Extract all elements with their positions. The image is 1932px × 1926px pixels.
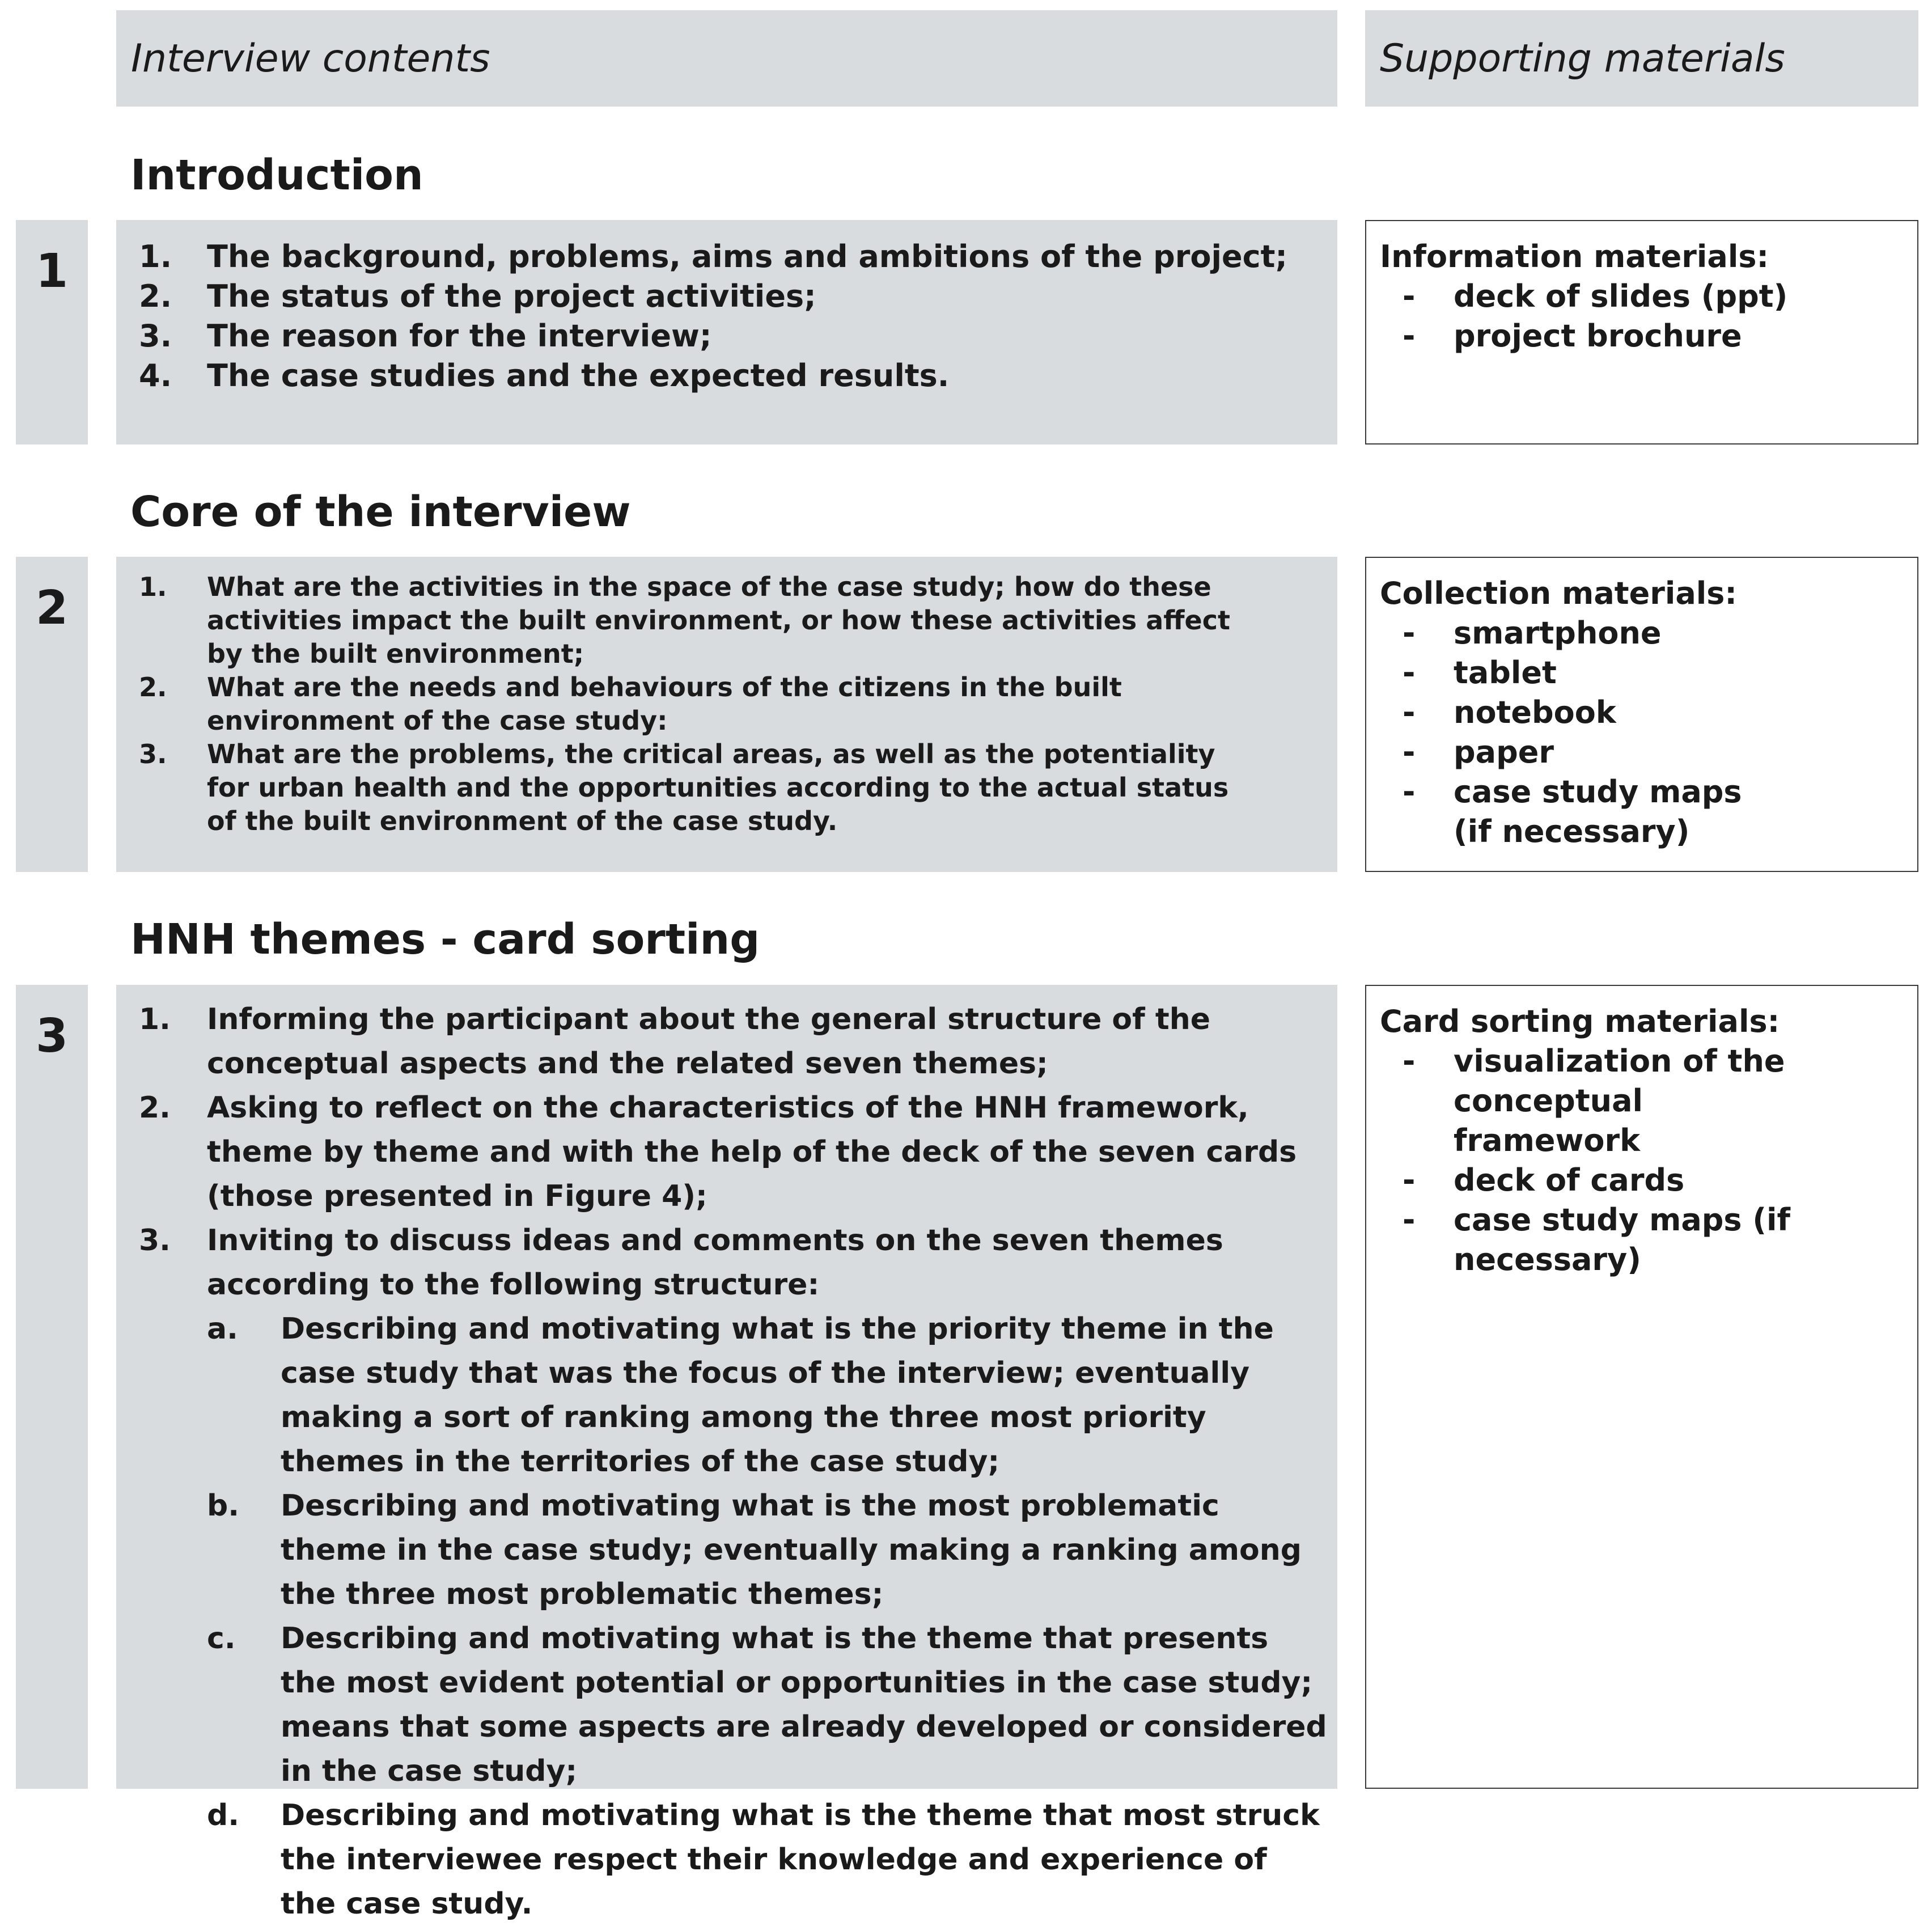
list-marker: - xyxy=(1403,1043,1416,1079)
interview-contents-header xyxy=(116,10,1337,107)
list-marker: 2. xyxy=(139,672,167,702)
list-item-text: tablet xyxy=(1454,655,1557,691)
sublist-marker: a. xyxy=(207,1312,238,1346)
list-item xyxy=(133,570,1244,671)
section-2-number-tab xyxy=(16,557,88,872)
section-1-materials-list xyxy=(1380,277,1917,356)
list-item-text: paper xyxy=(1454,734,1554,770)
supporting-materials-header-label: Supporting materials xyxy=(1380,36,1785,81)
section-1-title: Introduction xyxy=(130,151,423,200)
list-marker: - xyxy=(1403,655,1416,691)
list-marker: - xyxy=(1403,615,1416,651)
list-marker: 3. xyxy=(139,1224,171,1258)
section-2-materials-title: Collection materials: xyxy=(1380,575,1738,611)
list-item xyxy=(133,1086,1329,1218)
section-3-materials-title: Card sorting materials: xyxy=(1380,1004,1780,1039)
section-3-materials xyxy=(1365,985,1918,1789)
list-item xyxy=(1380,1200,1828,1280)
list-marker: - xyxy=(1403,695,1416,730)
list-item-text: case study maps (if necessary) xyxy=(1454,1202,1791,1277)
sublist-item-text: Describing and motivating what is the theme that presents the most evident potential or opportunities in the case study; means that some aspects are already developed or considered in the case study; xyxy=(281,1622,1327,1788)
section-1-number-tab xyxy=(16,220,88,445)
section-1-materials xyxy=(1365,220,1918,445)
sublist-marker: b. xyxy=(207,1489,239,1523)
section-2-title: Core of the interview xyxy=(130,488,631,536)
list-item xyxy=(133,277,1312,316)
section-3-content xyxy=(116,985,1337,1921)
interview-contents-header-label: Interview contents xyxy=(131,36,490,81)
section-2-list xyxy=(133,570,1244,838)
list-item xyxy=(133,316,1312,356)
list-item xyxy=(1380,1161,1828,1200)
sublist-item-text: Describing and motivating what is the priority theme in the case study that was the focus of the interview; eventually making a sort of ranking among the three most priority themes in the territories of the case study; xyxy=(281,1312,1274,1479)
list-marker: 1. xyxy=(139,239,172,274)
section-3-list xyxy=(133,997,1329,1926)
section-2-content xyxy=(116,557,1337,872)
section-1-list xyxy=(133,237,1312,396)
list-item-text: visualization of the conceptual framework xyxy=(1454,1043,1785,1158)
list-item-text: project brochure xyxy=(1454,318,1742,354)
list-item xyxy=(1380,613,1771,653)
list-item-text: case study maps (if necessary) xyxy=(1454,774,1742,849)
list-item xyxy=(1380,693,1771,733)
section-2-materials xyxy=(1365,557,1918,872)
section-1-materials-title: Information materials: xyxy=(1380,239,1769,274)
list-marker: 2. xyxy=(139,1091,171,1125)
section-2-materials-list xyxy=(1380,613,1771,852)
list-item-text: What are the activities in the space of the case study; how do these activities impact the built environment, or how these activities affect by the built environment; xyxy=(207,572,1230,669)
sublist-item-text: Describing and motivating what is the theme that most struck the interviewee respect their knowledge and experience of the case study. xyxy=(281,1798,1320,1921)
section-2-number: 2 xyxy=(35,581,69,635)
list-item xyxy=(133,671,1244,738)
list-marker: 1. xyxy=(139,1002,171,1036)
list-item xyxy=(133,997,1329,1086)
list-marker: - xyxy=(1403,1202,1416,1238)
section-3-number-tab xyxy=(16,985,88,1789)
sublist-marker: c. xyxy=(207,1622,236,1656)
sublist-item xyxy=(207,1793,1329,1926)
list-marker: 2. xyxy=(139,278,172,314)
sublist-item xyxy=(207,1616,1329,1793)
sublist-marker: d. xyxy=(207,1798,239,1832)
list-item-text: The background, problems, aims and ambitions of the project; xyxy=(207,239,1288,274)
list-item xyxy=(133,237,1312,277)
list-item-text: Asking to reflect on the characteristics of the HNH framework, theme by theme and with the help of the deck of the seven cards (those presented in Figure 4); xyxy=(207,1091,1297,1213)
list-item-text: notebook xyxy=(1454,695,1616,730)
list-item xyxy=(1380,277,1917,316)
sublist-item xyxy=(207,1307,1329,1484)
list-item xyxy=(1380,653,1771,693)
list-item-text: deck of cards xyxy=(1454,1162,1685,1198)
list-item-text: deck of slides (ppt) xyxy=(1454,278,1788,314)
list-item xyxy=(133,1218,1329,1926)
list-item xyxy=(133,356,1312,396)
list-item-text: The status of the project activities; xyxy=(207,278,816,314)
supporting-materials-header xyxy=(1365,10,1918,107)
section-3-sublist xyxy=(207,1307,1329,1926)
list-marker: - xyxy=(1403,734,1416,770)
section-3-title: HNH themes - card sorting xyxy=(130,915,760,964)
list-item xyxy=(1380,316,1917,356)
list-marker: 3. xyxy=(139,739,167,769)
list-item-text: Inviting to discuss ideas and comments on the seven themes according to the following structure: xyxy=(207,1224,1223,1302)
list-marker: 3. xyxy=(139,318,172,354)
section-1-number: 1 xyxy=(35,244,69,298)
list-item-text: The reason for the interview; xyxy=(207,318,712,354)
list-marker: - xyxy=(1403,318,1416,354)
list-item xyxy=(1380,772,1771,852)
list-marker: 4. xyxy=(139,358,172,393)
list-item-text: What are the problems, the critical areas, as well as the potentiality for urban health and the opportunities according to the actual status of the built environment of the case study. xyxy=(207,739,1229,836)
list-marker: - xyxy=(1403,278,1416,314)
section-3-number: 3 xyxy=(35,1009,69,1063)
list-item-text: Informing the participant about the general structure of the conceptual aspects and the related seven themes; xyxy=(207,1002,1211,1081)
sublist-item-text: Describing and motivating what is the most problematic theme in the case study; eventually making a ranking among the three most problematic themes; xyxy=(281,1489,1302,1611)
list-item xyxy=(1380,1042,1828,1161)
list-item-text: What are the needs and behaviours of the citizens in the built environment of the case study: xyxy=(207,672,1122,736)
sublist-item xyxy=(207,1484,1329,1616)
section-1-content xyxy=(116,220,1337,445)
list-marker: - xyxy=(1403,774,1416,810)
section-3-materials-list xyxy=(1380,1042,1828,1280)
list-item xyxy=(1380,733,1771,772)
list-item xyxy=(133,738,1244,838)
list-marker: - xyxy=(1403,1162,1416,1198)
list-item-text: smartphone xyxy=(1454,615,1662,651)
list-item-text: The case studies and the expected results. xyxy=(207,358,950,393)
list-marker: 1. xyxy=(139,572,167,602)
